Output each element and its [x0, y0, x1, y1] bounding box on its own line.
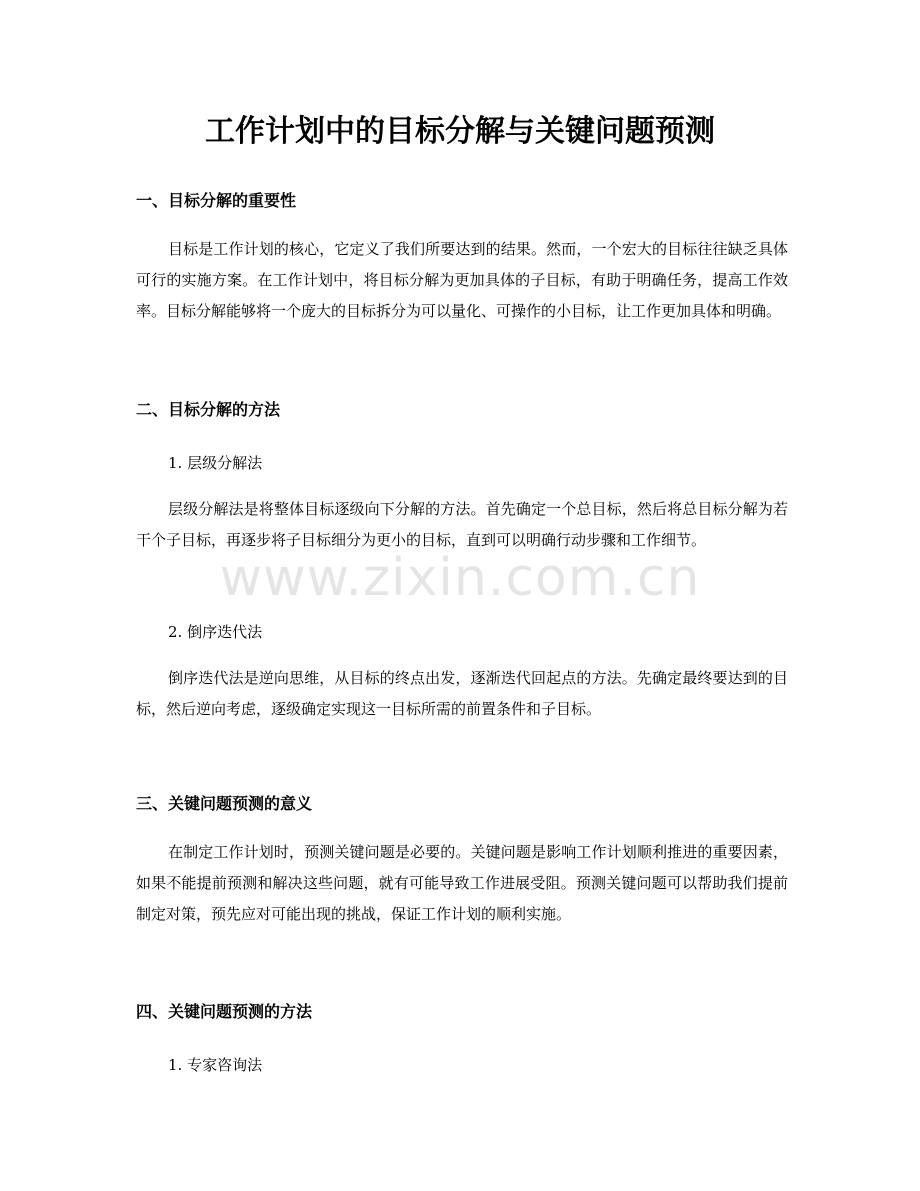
section-heading-3: 三、关键问题预测的意义 [136, 794, 313, 813]
document-title: 工作计划中的目标分解与关键问题预测 [205, 114, 715, 149]
watermark: www.zixin.com.cn [219, 548, 701, 608]
reverse-iteration-method-paragraph: 倒序迭代法是逆向思维，从目标的终点出发，逐渐迭代回起点的方法。先确定最终要达到的目标，然后逆向考虑，逐级确定实现这一目标所需的前置条件和子目标。 [136, 669, 788, 718]
section-1-paragraph: 目标是工作计划的核心，它定义了我们所要达到的结果。然而，一个宏大的目标往往缺乏具体可行的实施方案。在工作计划中，将目标分解为更加具体的子目标，有助于明确任务，提高工作效率。目标分解能够将一个庞大的目标拆分为可以量化、可操作的小目标，让工作更加具体和明确。 [136, 240, 788, 320]
section-heading-4: 四、关键问题预测的方法 [136, 1002, 313, 1021]
subheading-expert-consultation-method: 1. 专家咨询法 [168, 1056, 263, 1074]
section-3-paragraph: 在制定工作计划时，预测关键问题是必要的。关键问题是影响工作计划顺利推进的重要因素，如果不能提前预测和解决这些问题，就有可能导致工作进展受阻。预测关键问题可以帮助我们提前制定对策，预先应对可能出现的挑战，保证工作计划的顺利实施。 [136, 843, 788, 923]
hierarchical-method-paragraph: 层级分解法是将整体目标逐级向下分解的方法。首先确定一个总目标，然后将总目标分解为若干个子目标，再逐步将子目标细分为更小的目标，直到可以明确行动步骤和工作细节。 [136, 500, 788, 549]
subheading-hierarchical-method: 1. 层级分解法 [168, 454, 263, 472]
subheading-reverse-iteration-method: 2. 倒序迭代法 [168, 623, 263, 641]
section-heading-2: 二、目标分解的方法 [136, 400, 281, 419]
section-heading-1: 一、目标分解的重要性 [136, 191, 297, 210]
